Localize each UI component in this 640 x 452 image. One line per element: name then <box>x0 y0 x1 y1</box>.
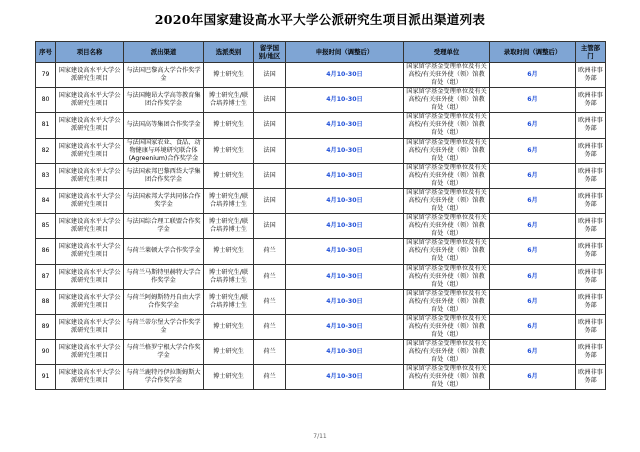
cell-category: 博士研究生/联合培养博士生 <box>204 188 254 213</box>
cell-country: 荷兰 <box>254 314 286 339</box>
cell-unit: 国家留学基金受理单位及有关高校/有关驻外使（领）馆教育处（组） <box>404 314 490 339</box>
cell-category: 博士研究生 <box>204 314 254 339</box>
cell-apply-time: 4月10-30日 <box>286 63 404 88</box>
cell-category: 博士研究生 <box>204 365 254 390</box>
cell-category: 博士研究生 <box>204 138 254 163</box>
cell-category: 博士研究生/联合培养博士生 <box>204 214 254 239</box>
cell-country: 荷兰 <box>254 239 286 264</box>
cell-channel: 与荷兰阿姆斯特丹自由大学合作奖学金 <box>124 289 204 314</box>
cell-dept: 欧洲非事务部 <box>576 214 606 239</box>
cell-dept: 欧洲非事务部 <box>576 365 606 390</box>
cell-category: 博士研究生 <box>204 63 254 88</box>
table-row <box>36 113 606 138</box>
cell-no: 90 <box>36 340 56 365</box>
cell-admit-time: 6月 <box>490 88 576 113</box>
cell-country: 法国 <box>254 163 286 188</box>
cell-channel: 与法国鲍昂大学高等教育集团合作奖学金 <box>124 88 204 113</box>
cell-dept: 欧洲非事务部 <box>576 63 606 88</box>
header-cell-channel: 派出渠道 <box>124 42 204 63</box>
cell-project: 国家建设高水平大学公派研究生项目 <box>56 239 124 264</box>
cell-admit-time: 6月 <box>490 138 576 163</box>
cell-no: 80 <box>36 88 56 113</box>
cell-apply-time: 4月10-30日 <box>286 264 404 289</box>
cell-unit: 国家留学基金受理单位及有关高校/有关驻外使（领）馆教育处（组） <box>404 188 490 213</box>
cell-admit-time: 6月 <box>490 188 576 213</box>
cell-no: 87 <box>36 264 56 289</box>
cell-project: 国家建设高水平大学公派研究生项目 <box>56 138 124 163</box>
header-cell-dept: 主管部门 <box>576 42 606 63</box>
header-cell-country: 留学国别/地区 <box>254 42 286 63</box>
cell-no: 81 <box>36 113 56 138</box>
cell-project: 国家建设高水平大学公派研究生项目 <box>56 113 124 138</box>
cell-category: 博士研究生 <box>204 340 254 365</box>
cell-project: 国家建设高水平大学公派研究生项目 <box>56 340 124 365</box>
cell-unit: 国家留学基金受理单位及有关高校/有关驻外使（领）馆教育处（组） <box>404 365 490 390</box>
cell-admit-time: 6月 <box>490 163 576 188</box>
cell-admit-time: 6月 <box>490 365 576 390</box>
cell-dept: 欧洲非事务部 <box>576 188 606 213</box>
table-row <box>36 63 606 88</box>
cell-channel: 与法国索邦巴黎西岱大学集团合作奖学金 <box>124 163 204 188</box>
header-cell-project: 项目名称 <box>56 42 124 63</box>
cell-unit: 国家留学基金受理单位及有关高校/有关驻外使（领）馆教育处（组） <box>404 88 490 113</box>
cell-project: 国家建设高水平大学公派研究生项目 <box>56 264 124 289</box>
cell-project: 国家建设高水平大学公派研究生项目 <box>56 88 124 113</box>
cell-channel: 与法国高等集团合作奖学金 <box>124 113 204 138</box>
cell-category: 博士研究生/联合培养博士生 <box>204 88 254 113</box>
cell-channel: 与法国国家农业、食品、动物健康与环境研究联合体(Agreenium)合作奖学金 <box>124 138 204 163</box>
cell-country: 法国 <box>254 188 286 213</box>
cell-dept: 欧洲非事务部 <box>576 113 606 138</box>
cell-country: 荷兰 <box>254 289 286 314</box>
cell-unit: 国家留学基金受理单位及有关高校/有关驻外使（领）馆教育处（组） <box>404 264 490 289</box>
cell-admit-time: 6月 <box>490 314 576 339</box>
cell-category: 博士研究生/联合培养博士生 <box>204 264 254 289</box>
cell-admit-time: 6月 <box>490 239 576 264</box>
cell-dept: 欧洲非事务部 <box>576 138 606 163</box>
cell-apply-time: 4月10-30日 <box>286 113 404 138</box>
cell-category: 博士研究生 <box>204 239 254 264</box>
cell-project: 国家建设高水平大学公派研究生项目 <box>56 63 124 88</box>
cell-country: 法国 <box>254 63 286 88</box>
cell-apply-time: 4月10-30日 <box>286 314 404 339</box>
cell-channel: 与荷兰鹿特丹伊拉斯姆斯大学合作奖学金 <box>124 365 204 390</box>
cell-apply-time: 4月10-30日 <box>286 214 404 239</box>
channels-table <box>35 41 606 390</box>
cell-unit: 国家留学基金受理单位及有关高校/有关驻外使（领）馆教育处（组） <box>404 340 490 365</box>
cell-country: 法国 <box>254 88 286 113</box>
table-row <box>36 340 606 365</box>
table-row <box>36 138 606 163</box>
cell-no: 79 <box>36 63 56 88</box>
page-number: 7/11 <box>313 433 327 440</box>
cell-unit: 国家留学基金受理单位及有关高校/有关驻外使（领）馆教育处（组） <box>404 289 490 314</box>
cell-channel: 与法国索邦大学共同体合作奖学金 <box>124 188 204 213</box>
table-row <box>36 188 606 213</box>
cell-admit-time: 6月 <box>490 63 576 88</box>
table-body <box>36 63 606 390</box>
table-row <box>36 289 606 314</box>
table-row <box>36 88 606 113</box>
cell-unit: 国家留学基金受理单位及有关高校/有关驻外使（领）馆教育处（组） <box>404 239 490 264</box>
cell-project: 国家建设高水平大学公派研究生项目 <box>56 188 124 213</box>
cell-channel: 与荷兰蒂尔堡大学合作奖学金 <box>124 314 204 339</box>
header-cell-category: 选派类别 <box>204 42 254 63</box>
cell-project: 国家建设高水平大学公派研究生项目 <box>56 314 124 339</box>
cell-apply-time: 4月10-30日 <box>286 365 404 390</box>
table-header-row <box>36 42 606 63</box>
table-row <box>36 214 606 239</box>
cell-category: 博士研究生/联合培养博士生 <box>204 289 254 314</box>
cell-project: 国家建设高水平大学公派研究生项目 <box>56 214 124 239</box>
table-row <box>36 365 606 390</box>
cell-country: 荷兰 <box>254 264 286 289</box>
cell-no: 83 <box>36 163 56 188</box>
cell-apply-time: 4月10-30日 <box>286 239 404 264</box>
cell-no: 82 <box>36 138 56 163</box>
cell-unit: 国家留学基金受理单位及有关高校/有关驻外使（领）馆教育处（组） <box>404 63 490 88</box>
cell-country: 法国 <box>254 138 286 163</box>
cell-project: 国家建设高水平大学公派研究生项目 <box>56 289 124 314</box>
cell-country: 荷兰 <box>254 340 286 365</box>
cell-apply-time: 4月10-30日 <box>286 188 404 213</box>
cell-country: 荷兰 <box>254 365 286 390</box>
cell-no: 88 <box>36 289 56 314</box>
cell-dept: 欧洲非事务部 <box>576 289 606 314</box>
header-cell-unit: 受理单位 <box>404 42 490 63</box>
cell-apply-time: 4月10-30日 <box>286 88 404 113</box>
cell-unit: 国家留学基金受理单位及有关高校/有关驻外使（领）馆教育处（组） <box>404 214 490 239</box>
cell-apply-time: 4月10-30日 <box>286 340 404 365</box>
cell-project: 国家建设高水平大学公派研究生项目 <box>56 163 124 188</box>
cell-admit-time: 6月 <box>490 264 576 289</box>
cell-unit: 国家留学基金受理单位及有关高校/有关驻外使（领）馆教育处（组） <box>404 163 490 188</box>
cell-apply-time: 4月10-30日 <box>286 163 404 188</box>
cell-channel: 与荷兰格罗宁根大学合作奖学金 <box>124 340 204 365</box>
cell-no: 85 <box>36 214 56 239</box>
cell-apply-time: 4月10-30日 <box>286 289 404 314</box>
cell-no: 91 <box>36 365 56 390</box>
cell-country: 法国 <box>254 113 286 138</box>
cell-dept: 欧洲非事务部 <box>576 239 606 264</box>
cell-dept: 欧洲非事务部 <box>576 163 606 188</box>
table-row <box>36 264 606 289</box>
cell-unit: 国家留学基金受理单位及有关高校/有关驻外使（领）馆教育处（组） <box>404 113 490 138</box>
cell-admit-time: 6月 <box>490 214 576 239</box>
cell-category: 博士研究生 <box>204 113 254 138</box>
cell-channel: 与荷兰马斯特里赫特大学合作奖学金 <box>124 264 204 289</box>
cell-dept: 欧洲非事务部 <box>576 340 606 365</box>
cell-admit-time: 6月 <box>490 289 576 314</box>
cell-apply-time: 4月10-30日 <box>286 138 404 163</box>
cell-unit: 国家留学基金受理单位及有关高校/有关驻外使（领）馆教育处（组） <box>404 138 490 163</box>
cell-dept: 欧洲非事务部 <box>576 88 606 113</box>
table-row <box>36 239 606 264</box>
cell-project: 国家建设高水平大学公派研究生项目 <box>56 365 124 390</box>
header-cell-apply-time: 申报时间（调整后） <box>286 42 404 63</box>
cell-category: 博士研究生 <box>204 163 254 188</box>
cell-dept: 欧洲非事务部 <box>576 314 606 339</box>
cell-no: 84 <box>36 188 56 213</box>
cell-no: 86 <box>36 239 56 264</box>
cell-admit-time: 6月 <box>490 113 576 138</box>
cell-no: 89 <box>36 314 56 339</box>
table-row <box>36 314 606 339</box>
header-cell-no: 序号 <box>36 42 56 63</box>
cell-dept: 欧洲非事务部 <box>576 264 606 289</box>
cell-country: 法国 <box>254 214 286 239</box>
cell-channel: 与法国综合理工联盟合作奖学金 <box>124 214 204 239</box>
cell-admit-time: 6月 <box>490 340 576 365</box>
cell-channel: 与荷兰莱顿大学合作奖学金 <box>124 239 204 264</box>
document-title: 2020年国家建设高水平大学公派研究生项目派出渠道列表 <box>154 12 486 27</box>
header-cell-admit-time: 录取时间（调整后） <box>490 42 576 63</box>
table-row <box>36 163 606 188</box>
cell-channel: 与法国巴黎高大学合作奖学金 <box>124 63 204 88</box>
